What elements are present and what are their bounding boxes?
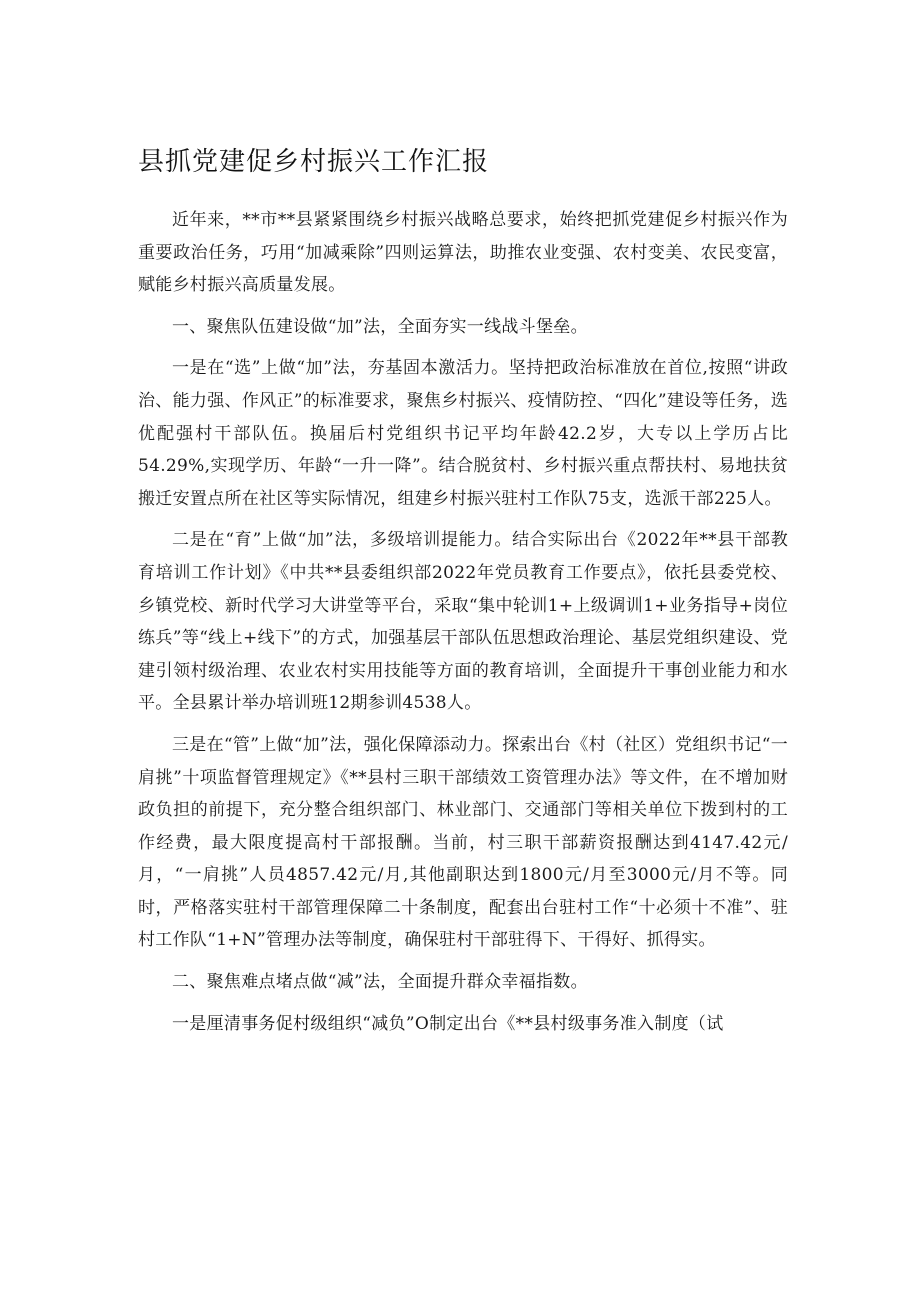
paragraph-manage: 三是在“管”上做“加”法，强化保障添动力。探索出台《村（社区）党组织书记“一肩挑”十项监督管理规定》《**县村三职干部绩效工资管理办法》等文件，在不增加财政负担的前提下，充分整合组织部门、林业部门、交通部门等相关单位下拨到村的工作经费，最大限度提高村干部报酬。当前，村三职干部薪资报酬达到4147.42元/月，“一肩挑”人员4857.42元/月,其他副职达到1800元/月至3000元/月不等。同时，严格落实驻村干部管理保障二十条制度，配套出台驻村工作“十必须十不准”、驻村工作队“1+N”管理办法等制度，确保驻村干部驻得下、干得好、抓得实。: [138, 734, 788, 951]
document-page: [138, 140, 788, 1049]
intro-paragraph: 近年来，**市**县紧紧围绕乡村振兴战略总要求，始终把抓党建促乡村振兴作为重要政治任务，巧用“加减乘除”四则运算法，助推农业变强、农村变美、农民变富，赋能乡村振兴高质量发展。: [138, 210, 788, 296]
paragraph-train: 二是在“育”上做“加”法，多级培训提能力。结合实际出台《2022年**县干部教育培训工作计划》《中共**县委组织部2022年党员教育工作要点》，依托县委党校、乡镇党校、新时代学习大讲堂等平台，采取“集中轮训1+上级调训1+业务指导+岗位练兵”等“线上+线下”的方式，加强基层干部队伍思想政治理论、基层党组织建设、党建引领村级治理、农业农村实用技能等方面的教育培训，全面提升干事创业能力和水平。全县累计举办培训班12期参训4538人。: [138, 530, 788, 714]
section-1-heading: 一、聚焦队伍建设做“加”法，全面夯实一线战斗堡垒。: [172, 316, 588, 337]
section-2-heading: 二、聚焦难点堵点做“减”法，全面提升群众幸福指数。: [172, 972, 588, 993]
document-title: 县抓党建促乡村振兴工作汇报: [138, 147, 490, 177]
paragraph-reduce: 一是厘清事务促村级组织“减负”O制定出台《**县村级事务准入制度（试: [172, 1013, 724, 1034]
paragraph-select: 一是在“选”上做“加”法，夯基固本激活力。坚持把政治标准放在首位,按照“讲政治、能力强、作风正”的标准要求，聚焦乡村振兴、疫情防控、“四化”建设等任务，选优配强村干部队伍。换届后村党组织书记平均年龄42.2岁，大专以上学历占比54.29%,实现学历、年龄“一升一降”。结合脱贫村、乡村振兴重点帮扶村、易地扶贫搬迁安置点所在社区等实际情况，组建乡村振兴驻村工作队75支，选派干部225人。: [138, 358, 788, 509]
